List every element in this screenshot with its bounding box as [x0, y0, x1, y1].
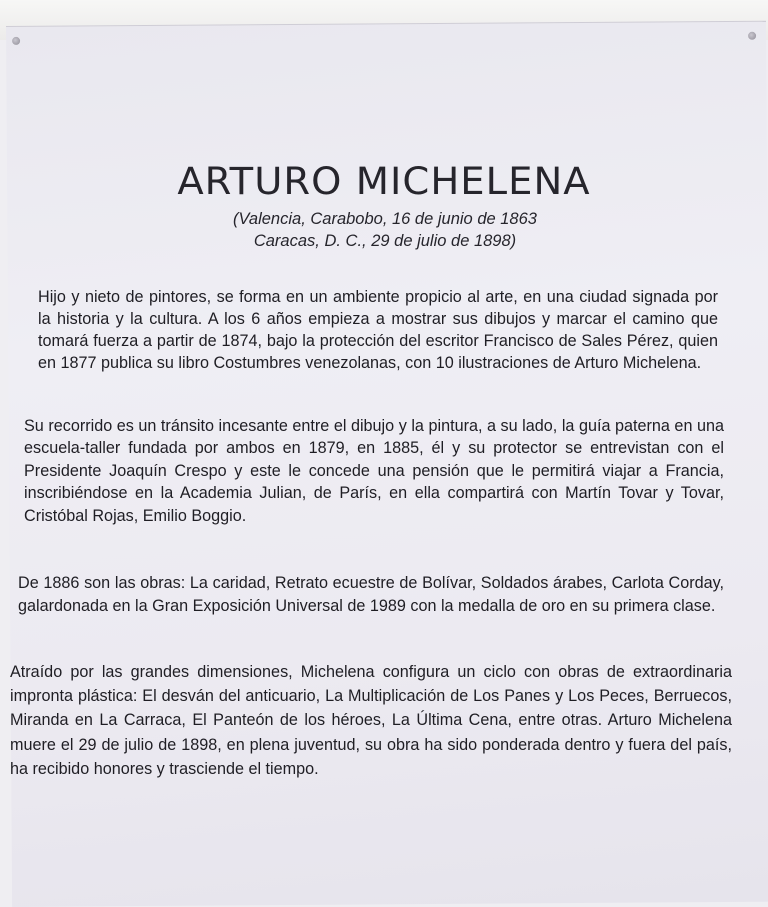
- dates-line-birth: (Valencia, Carabobo, 16 de junio de 1863: [233, 210, 537, 228]
- birth-death-dates: [190, 208, 580, 252]
- screw-left-icon: [12, 37, 20, 45]
- panel-title: ARTURO MICHELENA: [177, 160, 591, 203]
- paragraph-works-1886: De 1886 son las obras: La caridad, Retrato ecuestre de Bolívar, Soldados árabes, Carlota Corday, galardonada en la Gran Exposición Universal de 1989 con la medalla de oro en su primera clase.: [18, 574, 724, 615]
- screw-right-icon: [748, 32, 756, 40]
- paragraph-legacy: Atraído por las grandes dimensiones, Michelena configura un ciclo con obras de extraordinaria impronta plástica: El desván del anticuario, La Multiplicación de Los Panes y Los Peces, Berruecos, Miranda en La Carraca, El Panteón de los héroes, La Última Cena, entre otras. Arturo Michelena muere el 29 de julio de 1898, en plena juventud, su obra ha sido ponderada dentro y fuera del país, ha recibido honores y trasciende el tiempo.: [10, 663, 732, 778]
- paragraph-early-life: Hijo y nieto de pintores, se forma en un ambiente propicio al arte, en una ciudad signada por la historia y la cultura. A los 6 años empieza a mostrar sus dibujos y marcar el camino que tomará fuerza a partir de 1874, bajo la protección del escritor Francisco de Sales Pérez, quien en 1877 publica su libro Costumbres venezolanas, con 10 ilustraciones de Arturo Michelena.: [38, 288, 718, 372]
- paragraph-career: Su recorrido es un tránsito incesante entre el dibujo y la pintura, a su lado, la guía paterna en una escuela-taller fundada por ambos en 1879, en 1885, él y su protector se entrevistan con el Presidente Joaquín Crespo y este le concede una pensión que le permitirá viajar a Francia, inscribiéndose en la Academia Julian, de París, en ella compartirá con Martín Tovar y Tovar, Cristóbal Rojas, Emilio Boggio.: [24, 417, 724, 525]
- dates-line-death: Caracas, D. C., 29 de julio de 1898): [253, 232, 517, 250]
